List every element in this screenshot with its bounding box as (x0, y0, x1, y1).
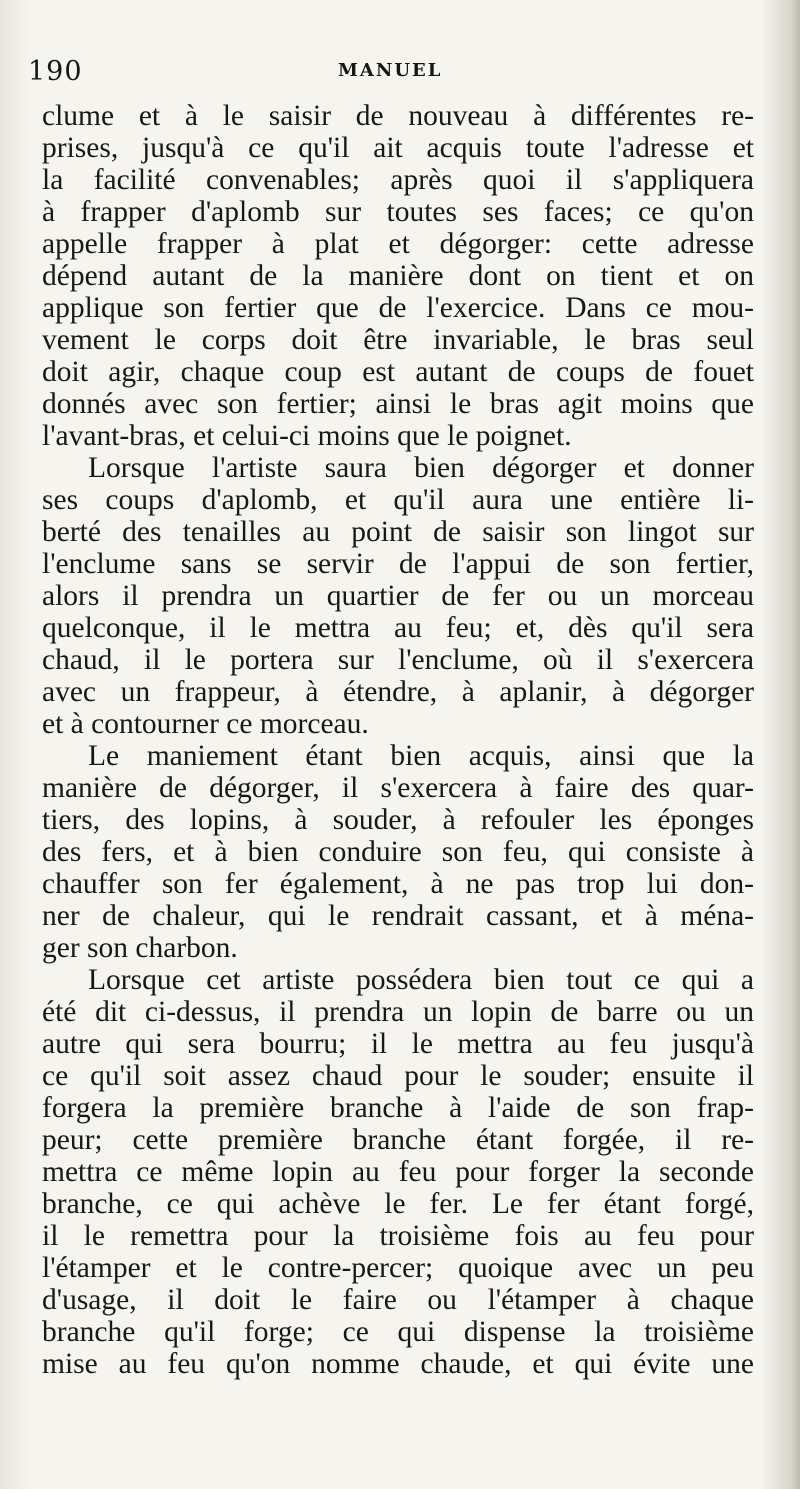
text-line: manière de dégorger, il s'exercera à faire des quar- (42, 772, 754, 804)
text-line: l'avant-bras, et celui-ci moins que le poignet. (42, 420, 572, 452)
page-number: 190 (28, 56, 83, 87)
text-line: l'étamper et le contre-percer; quoique avec un peu (42, 1252, 754, 1284)
text-line: Lorsque l'artiste saura bien dégorger et donner (88, 452, 754, 484)
text-line: avec un frappeur, à étendre, à aplanir, à dégorger (42, 676, 754, 708)
text-line: ce qu'il soit assez chaud pour le souder; ensuite il (42, 1060, 754, 1092)
text-line: Lorsque cet artiste possédera bien tout ce qui a (88, 964, 754, 996)
text-line: doit agir, chaque coup est autant de coups de fouet (42, 356, 754, 388)
text-line: ses coups d'aplomb, et qu'il aura une entière li- (42, 484, 754, 516)
text-line: mise au feu qu'on nomme chaude, et qui évite une (42, 1348, 754, 1380)
text-line: ner de chaleur, qui le rendrait cassant, et à ména- (42, 900, 754, 932)
text-line: l'enclume sans se servir de l'appui de son fertier, (42, 548, 754, 580)
text-line: branche, ce qui achève le fer. Le fer étant forgé, (42, 1188, 754, 1220)
running-head: MANUEL (338, 60, 443, 81)
text-line: autre qui sera bourru; il le mettra au feu jusqu'à (42, 1028, 754, 1060)
paragraph (42, 452, 754, 740)
text-line: berté des tenailles au point de saisir son lingot sur (42, 516, 754, 548)
text-line: quelconque, il le mettra au feu; et, dès qu'il sera (42, 612, 754, 644)
text-line: prises, jusqu'à ce qu'il ait acquis toute l'adresse et (42, 132, 754, 164)
text-line: dépend autant de la manière dont on tient et on (42, 260, 754, 292)
text-line: tiers, des lopins, à souder, à refouler les éponges (42, 804, 754, 836)
text-line: chaud, il le portera sur l'enclume, où il s'exercera (42, 644, 754, 676)
text-line: et à contourner ce morceau. (42, 708, 369, 740)
body-text (42, 100, 754, 1380)
text-line: applique son fertier que de l'exercice. Dans ce mou- (42, 292, 754, 324)
paragraph (42, 964, 754, 1380)
text-line: donnés avec son fertier; ainsi le bras agit moins que (42, 388, 754, 420)
text-line: la facilité convenables; après quoi il s'appliquera (42, 164, 754, 196)
text-line: branche qu'il forge; ce qui dispense la troisième (42, 1316, 754, 1348)
text-line: alors il prendra un quartier de fer ou un morceau (42, 580, 754, 612)
text-line: clume et à le saisir de nouveau à différentes re- (42, 100, 754, 132)
text-line: d'usage, il doit le faire ou l'étamper à chaque (42, 1284, 754, 1316)
paragraph (42, 100, 754, 452)
page-header (28, 56, 748, 90)
text-line: appelle frapper à plat et dégorger: cette adresse (42, 228, 754, 260)
text-line: vement le corps doit être invariable, le bras seul (42, 324, 754, 356)
text-line: chauffer son fer également, à ne pas trop lui don- (42, 868, 754, 900)
text-line: ger son charbon. (42, 932, 238, 964)
text-line: il le remettra pour la troisième fois au feu pour (42, 1220, 754, 1252)
text-line: mettra ce même lopin au feu pour forger la seconde (42, 1156, 754, 1188)
text-line: Le maniement étant bien acquis, ainsi que la (88, 740, 754, 772)
paragraph (42, 740, 754, 964)
text-line: été dit ci-dessus, il prendra un lopin de barre ou un (42, 996, 754, 1028)
text-line: des fers, et à bien conduire son feu, qui consiste à (42, 836, 754, 868)
text-line: à frapper d'aplomb sur toutes ses faces; ce qu'on (42, 196, 754, 228)
text-line: peur; cette première branche étant forgée, il re- (42, 1124, 754, 1156)
text-line: forgera la première branche à l'aide de son frap- (42, 1092, 754, 1124)
